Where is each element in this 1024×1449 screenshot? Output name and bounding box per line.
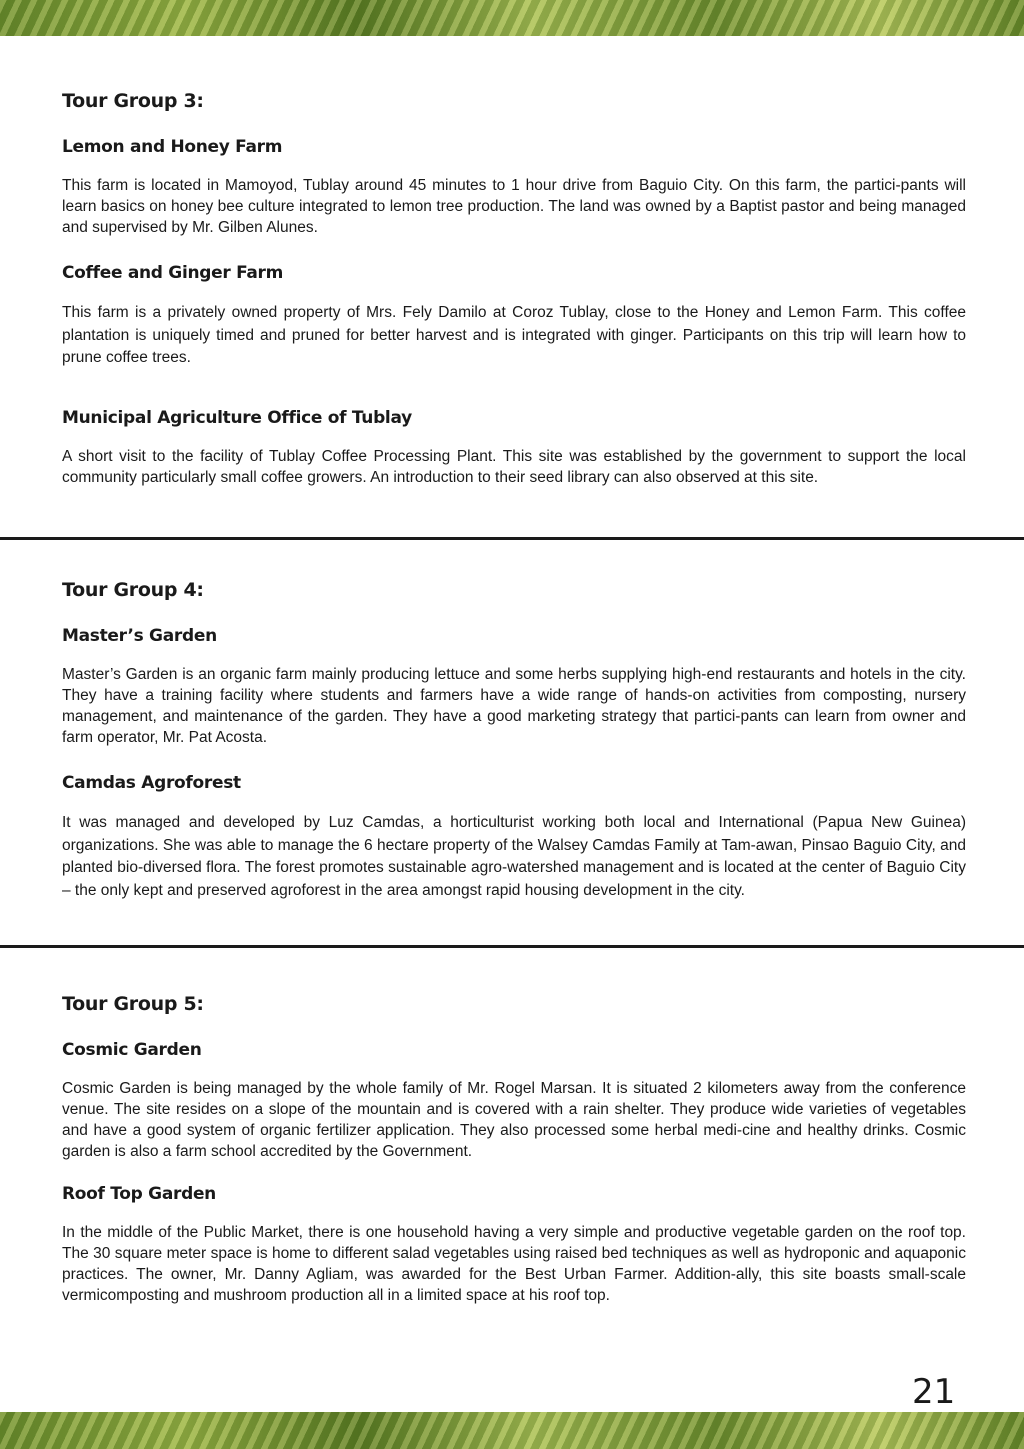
group-title: Tour Group 3: [62,90,204,112]
site-municipal-agriculture-office-text [62,446,966,488]
site-title: Cosmic Garden [62,1040,202,1060]
site-roof-top-garden [62,1184,966,1204]
site-coffee-ginger-farm-text [62,302,966,370]
site-title: Roof Top Garden [62,1184,216,1204]
site-cosmic-garden-text [62,1078,966,1162]
site-title: Municipal Agriculture Office of Tublay [62,408,412,428]
site-masters-garden-text [62,664,966,748]
site-lemon-honey-farm-text [62,175,966,238]
tour-group-3-heading [62,90,966,112]
site-description: Master’s Garden is an organic farm mainly producing lettuce and some herbs supplying high-end restaurants and hotels in the city. They have a training facility where students and farmers have a wide range of hands-on activities from composting, nursery management, and maintenance of the garden. They have a good marketing strategy that partici-pants can learn from owner and farm operator, Mr. Pat Acosta. [62,666,966,746]
site-lemon-honey-farm [62,137,966,157]
site-title: Coffee and Ginger Farm [62,263,284,283]
section-divider [0,945,1024,948]
group-title: Tour Group 4: [62,579,204,601]
page-number: 21 [912,1372,956,1412]
site-description: This farm is located in Mamoyod, Tublay around 45 minutes to 1 hour drive from Baguio City. On this farm, the partici-pants will learn basics on honey bee culture integrated to lemon tree production. The land was owned by a Baptist pastor and being managed and supervised by Mr. Gilben Alunes. [62,177,966,236]
site-title: Master’s Garden [62,626,217,646]
site-coffee-ginger-farm [62,263,966,283]
site-masters-garden [62,626,966,646]
bottom-banner-image [0,1412,1024,1449]
group-title: Tour Group 5: [62,993,204,1015]
site-description: A short visit to the facility of Tublay Coffee Processing Plant. This site was established by the government to support the local community particularly small coffee growers. An introduction to their seed library can also observed at this site. [62,448,966,486]
site-roof-top-garden-text [62,1222,966,1306]
tour-group-4-heading [62,579,966,601]
site-description: Cosmic Garden is being managed by the whole family of Mr. Rogel Marsan. It is situated 2 kilometers away from the conference venue. The site resides on a slope of the mountain and is covered with a rain shelter. They produce wide varieties of vegetables and have a good system of organic fertilizer application. They also processed some herbal medi-cine and healthy drinks. Cosmic garden is also a farm school accredited by the Government. [62,1080,966,1160]
site-camdas-agroforest-text [62,812,966,902]
site-municipal-agriculture-office [62,408,966,428]
site-description: This farm is a privately owned property of Mrs. Fely Damilo at Coroz Tublay, close to the Honey and Lemon Farm. This coffee plantation is uniquely timed and pruned for better harvest and is integrated with ginger. Participants on this trip will learn how to prune coffee trees. [62,304,966,366]
site-description: It was managed and developed by Luz Camdas, a horticulturist working both local and International (Papua New Guinea) organizations. She was able to manage the 6 hectare property of the Walsey Camdas Family at Tam-awan, Pinsao Baguio City, and planted bio-diversed flora. The forest promotes sustainable agro-watershed management and is located at the center of Baguio City – the only kept and preserved agroforest in the area amongst rapid housing development in the city. [62,814,966,899]
site-description: In the middle of the Public Market, there is one household having a very simple and productive vegetable garden on the roof top. The 30 square meter space is home to different salad vegetables using raised bed techniques as well as hydroponic and aquaponic practices. The owner, Mr. Danny Agliam, was awarded for the Best Urban Farmer. Addition-ally, this site boasts small-scale vermicomposting and mushroom production all in a limited space at his roof top. [62,1224,966,1304]
top-banner-image [0,0,1024,36]
section-divider [0,537,1024,540]
site-title: Lemon and Honey Farm [62,137,283,157]
site-cosmic-garden [62,1040,966,1060]
site-camdas-agroforest [62,773,966,793]
tour-group-5-heading [62,993,966,1015]
site-title: Camdas Agroforest [62,773,241,793]
